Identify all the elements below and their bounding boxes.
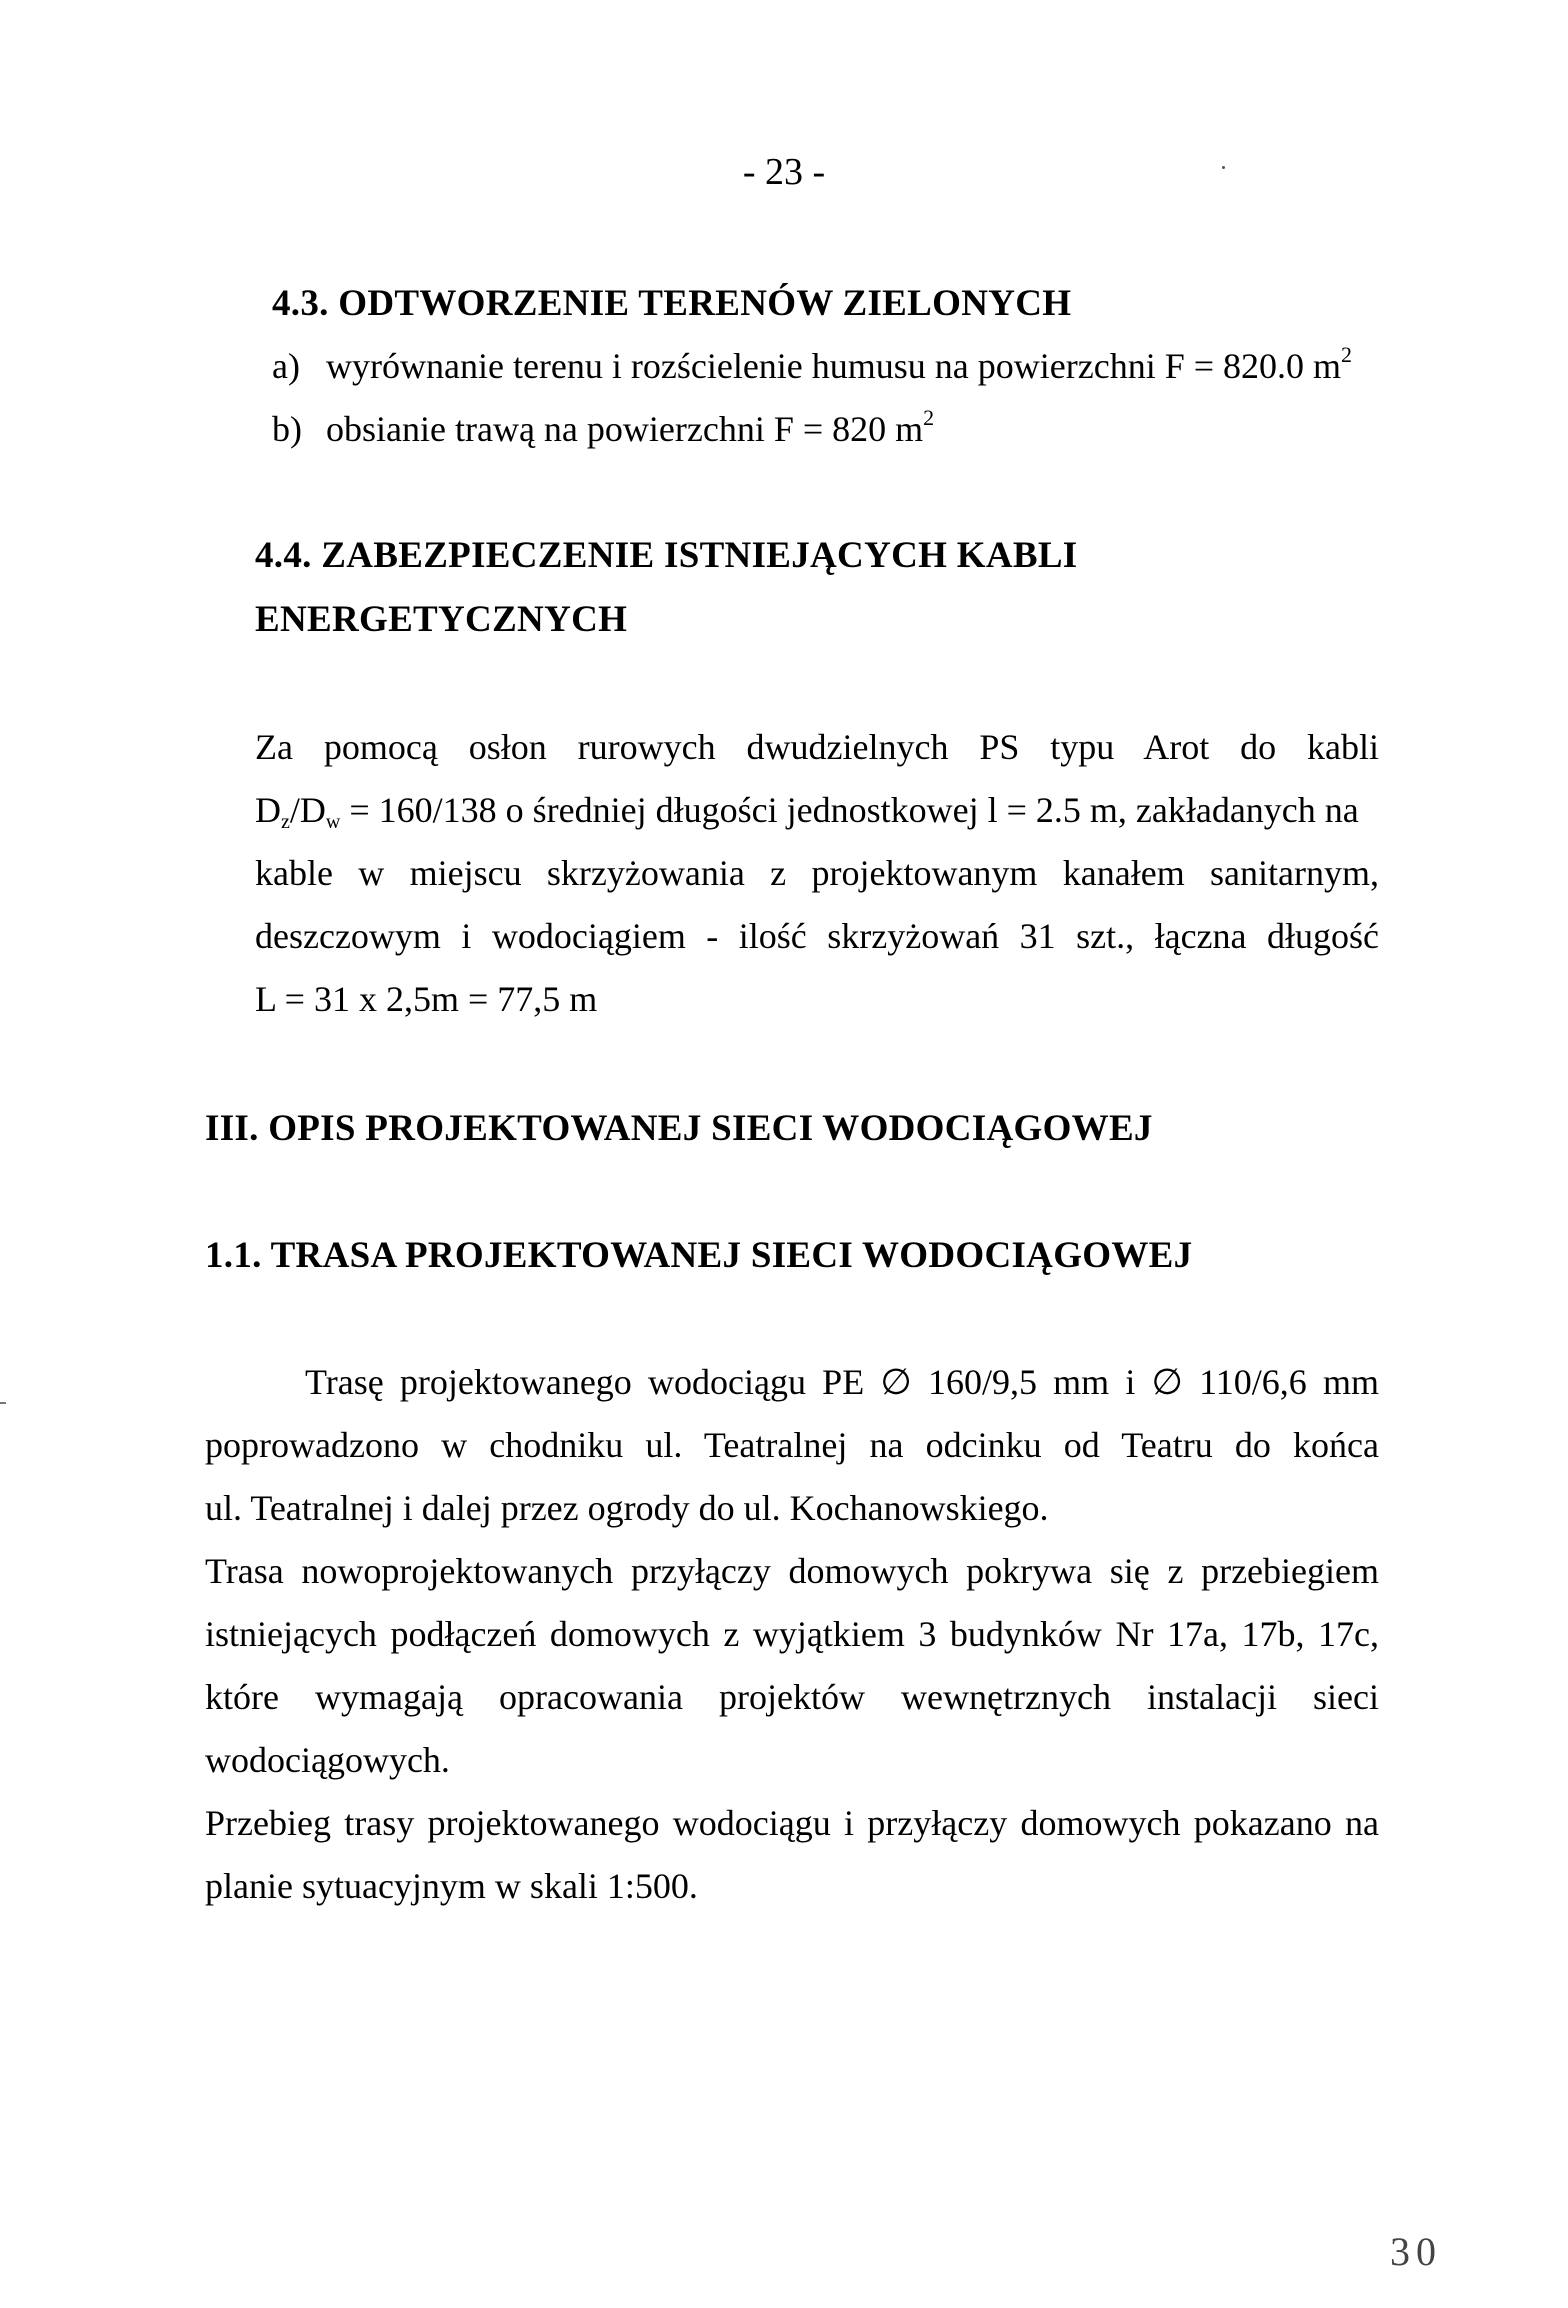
page-number: - 23 - xyxy=(742,151,826,193)
section-iii-heading: III. OPIS PROJEKTOWANEJ SIECI WODOCIĄGOWEJ xyxy=(205,1108,1153,1149)
list-item-b-superscript: 2 xyxy=(923,405,935,430)
list-item-a-marker: a) xyxy=(272,346,300,386)
list-item-a-superscript: 2 xyxy=(1341,342,1353,367)
paragraph-1-1-line-2: poprowadzono w chodniku ul. Teatralnej na odcinku od Teatru do końca xyxy=(205,1425,1379,1465)
diameter-w-subscript: w xyxy=(325,811,341,833)
paragraph-1-1c-line-1: Przebieg trasy projektowanego wodociągu i przyłączy domowych pokazano na xyxy=(205,1803,1379,1843)
section-4-4-heading-line-1: 4.4. ZABEZPIECZENIE ISTNIEJĄCYCH KABLI xyxy=(255,535,1078,576)
diameter-d-symbol: D xyxy=(255,790,281,830)
paragraph-1-1b-line-4: wodociągowych. xyxy=(205,1740,450,1780)
list-item-a xyxy=(272,342,1353,387)
paragraph-1-1b-line-3: które wymagają opracowania projektów wewnętrznych instalacji sieci xyxy=(205,1677,1379,1717)
paragraph-4-4-line-2 xyxy=(255,789,1359,831)
diameter-slash-d: /D xyxy=(289,790,326,830)
paragraph-4-4-line-4: deszczowym i wodociągiem - ilość skrzyżowań 31 szt., łączna długość xyxy=(255,916,1379,956)
scan-edge-mark xyxy=(0,1402,6,1404)
paragraph-4-4-line-1: Za pomocą osłon rurowych dwudzielnych PS typu Arot do kabli xyxy=(255,727,1379,767)
section-4-4-heading-line-2: ENERGETYCZNYCH xyxy=(255,599,628,640)
list-item-b xyxy=(272,405,935,450)
paragraph-4-4-line-2-text: = 160/138 o średniej długości jednostkowej l = 2.5 m, zakładanych na xyxy=(340,790,1359,830)
list-item-b-marker: b) xyxy=(272,409,302,449)
paragraph-1-1b-line-2: istniejących podłączeń domowych z wyjątkiem 3 budynków Nr 17a, 17b, 17c, xyxy=(205,1614,1379,1654)
paragraph-1-1-line-3: ul. Teatralnej i dalej przez ogrody do ul. Kochanowskiego. xyxy=(205,1488,1049,1528)
section-1-1-heading: 1.1. TRASA PROJEKTOWANEJ SIECI WODOCIĄGOWEJ xyxy=(205,1235,1193,1276)
archive-page-stamp: 30 xyxy=(1390,2229,1442,2274)
scan-speck xyxy=(1222,166,1225,169)
paragraph-1-1b-line-1: Trasa nowoprojektowanych przyłączy domowych pokrywa się z przebiegiem xyxy=(205,1551,1379,1591)
paragraph-4-4-line-3: kable w miejscu skrzyżowania z projektowanym kanałem sanitarnym, xyxy=(255,853,1379,893)
section-4-3-heading: 4.3. ODTWORZENIE TERENÓW ZIELONYCH xyxy=(272,283,1072,324)
diameter-z-subscript: z xyxy=(281,811,290,833)
paragraph-4-4-line-5: L = 31 x 2,5m = 77,5 m xyxy=(255,979,598,1019)
paragraph-1-1c-line-2: planie sytuacyjnym w skali 1:500. xyxy=(205,1866,698,1906)
paragraph-1-1-line-1: Trasę projektowanego wodociągu PE ∅ 160/9,5 mm i ∅ 110/6,6 mm xyxy=(305,1362,1379,1402)
list-item-a-text: wyrównanie terenu i rozścielenie humusu na powierzchni F = 820.0 m xyxy=(326,346,1342,386)
list-item-b-text: obsianie trawą na powierzchni F = 820 m xyxy=(326,409,924,449)
